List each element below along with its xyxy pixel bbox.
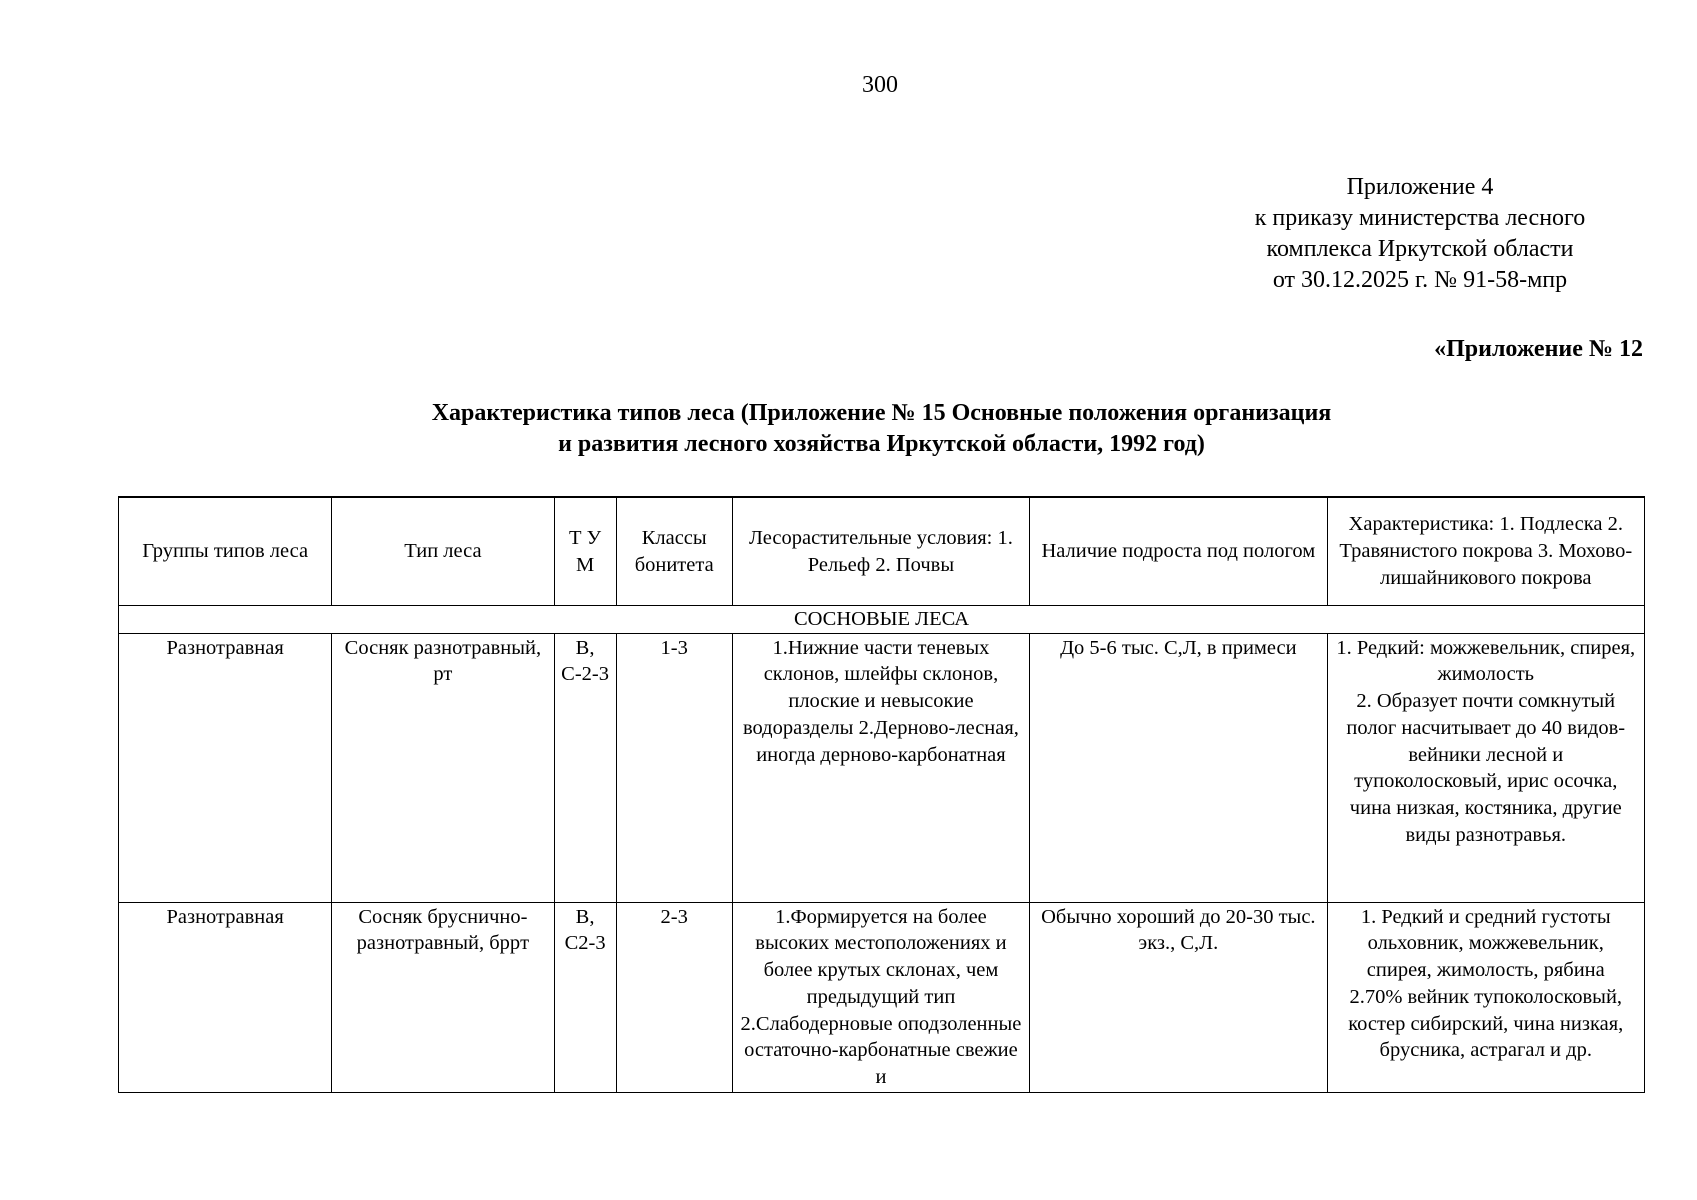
cell-characteristics (1327, 633, 1644, 902)
characteristics-part-1: 1. Редкий: можжевельник, спирея, жимолость (1336, 636, 1636, 686)
characteristics-part-2: 2.70% вейник тупоколосковый, костер сибирский, чина низкая, брусника, астрагал и др. (1348, 985, 1624, 1062)
table-row (119, 902, 1645, 1092)
header-group: Группы типов леса (119, 497, 332, 606)
cell-bonitet: 2-3 (616, 902, 732, 1092)
cell-conditions: 1.Нижние части теневых склонов, шлейфы склонов, плоские и невысокие водоразделы 2.Дерново-лесная, иногда дерново-карбонатная (732, 633, 1029, 902)
header-undergrowth: Наличие подроста под пологом (1030, 497, 1327, 606)
table-header-row (119, 497, 1645, 606)
appendix-header (1200, 172, 1640, 296)
cell-bonitet: 1-3 (616, 633, 732, 902)
section-row (119, 606, 1645, 634)
cell-undergrowth: До 5-6 тыс. С,Л, в примеси (1030, 633, 1327, 902)
cell-group: Разнотравная (119, 633, 332, 902)
header-tum: Т У М (554, 497, 616, 606)
appendix-line: Приложение 4 (1346, 174, 1494, 200)
table-row (119, 633, 1645, 902)
header-type: Тип леса (332, 497, 554, 606)
appendix-line: к приказу министерства лесного (1254, 205, 1586, 231)
page-number: 300 (862, 72, 898, 98)
header-bonitet: Классы бонитета (616, 497, 732, 606)
document-title (118, 398, 1645, 460)
appendix-line: от 30.12.2025 г. № 91-58-мпр (1272, 267, 1568, 293)
cell-characteristics (1327, 902, 1644, 1092)
cell-type: Сосняк разнотравный, рт (332, 633, 554, 902)
title-line-2: и развития лесного хозяйства Иркутской области, 1992 год) (558, 431, 1205, 457)
section-title: СОСНОВЫЕ ЛЕСА (119, 606, 1645, 634)
cell-group: Разнотравная (119, 902, 332, 1092)
header-conditions: Лесорастительные условия: 1. Рельеф 2. Почвы (732, 497, 1029, 606)
cell-undergrowth: Обычно хороший до 20-30 тыс. экз., С,Л. (1030, 902, 1327, 1092)
characteristics-part-1: 1. Редкий и средний густоты ольховник, можжевельник, спирея, жимолость, рябина (1360, 905, 1611, 982)
forest-types-table (118, 496, 1645, 1093)
cell-type: Сосняк бруснично-разнотравный, брpт (332, 902, 554, 1092)
appendix-reference: «Приложение № 12 (1434, 336, 1643, 362)
appendix-line: комплекса Иркутской области (1266, 236, 1574, 262)
title-line-1: Характеристика типов леса (Приложение № 15 Основные положения организация (431, 400, 1332, 426)
cell-conditions: 1.Формируется на более высоких местоположениях и более крутых склонах, чем предыдущий тип 2.Слабодерновые оподзоленные остаточно-карбонатные свежие и (732, 902, 1029, 1092)
cell-tum: В, С-2-3 (554, 633, 616, 902)
characteristics-part-2: 2. Образует почти сомкнутый полог насчитывает до 40 видов- вейники лесной и тупоколосковый, ирис осочка, чина низкая, костяника, другие виды разнотравья. (1346, 690, 1626, 846)
cell-tum: В, С2-3 (554, 902, 616, 1092)
header-characteristics: Характеристика: 1. Подлеска 2. Травянистого покрова 3. Мохово-лишайникового покрова (1327, 497, 1644, 606)
